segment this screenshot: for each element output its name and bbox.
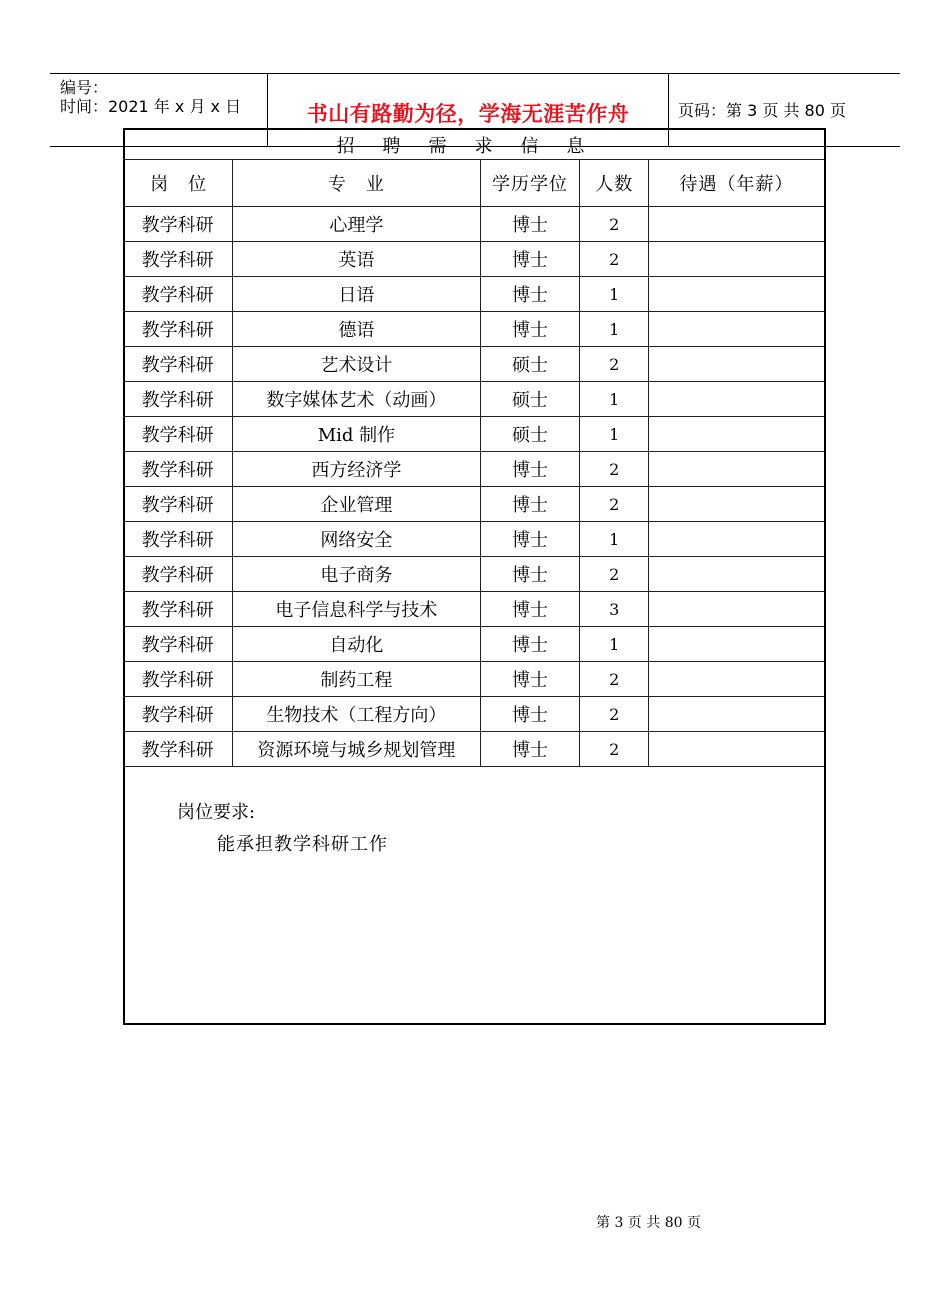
cell-position: 教学科研 bbox=[125, 312, 233, 347]
table-header-row bbox=[125, 160, 824, 207]
cell-major: 自动化 bbox=[233, 627, 481, 662]
table-row bbox=[125, 207, 824, 242]
requirements-title: 岗位要求: bbox=[177, 802, 256, 823]
cell-count: 2 bbox=[580, 242, 649, 277]
cell-degree: 博士 bbox=[480, 557, 580, 592]
cell-salary bbox=[649, 277, 824, 312]
table-row bbox=[125, 522, 824, 557]
cell-degree: 硕士 bbox=[480, 417, 580, 452]
cell-major: 电子商务 bbox=[233, 557, 481, 592]
column-header-salary: 待遇（年薪） bbox=[649, 160, 824, 207]
cell-count: 2 bbox=[580, 452, 649, 487]
table-body bbox=[125, 207, 824, 767]
cell-salary bbox=[649, 382, 824, 417]
cell-major: 企业管理 bbox=[233, 487, 481, 522]
table-row bbox=[125, 732, 824, 767]
recruitment-table-frame bbox=[123, 128, 826, 1025]
cell-count: 2 bbox=[580, 697, 649, 732]
cell-salary bbox=[649, 452, 824, 487]
cell-position: 教学科研 bbox=[125, 627, 233, 662]
requirements-body: 能承担教学科研工作 bbox=[217, 834, 388, 855]
cell-salary bbox=[649, 242, 824, 277]
cell-position: 教学科研 bbox=[125, 382, 233, 417]
table-row bbox=[125, 417, 824, 452]
cell-salary bbox=[649, 557, 824, 592]
cell-major: 电子信息科学与技术 bbox=[233, 592, 481, 627]
cell-count: 1 bbox=[580, 522, 649, 557]
cell-degree: 博士 bbox=[480, 592, 580, 627]
table-title: 招聘需求信息 bbox=[125, 130, 824, 160]
cell-count: 2 bbox=[580, 487, 649, 522]
cell-salary bbox=[649, 487, 824, 522]
cell-position: 教学科研 bbox=[125, 732, 233, 767]
cell-salary bbox=[649, 732, 824, 767]
table-row bbox=[125, 242, 824, 277]
cell-degree: 博士 bbox=[480, 452, 580, 487]
cell-salary bbox=[649, 207, 824, 242]
table-row bbox=[125, 347, 824, 382]
cell-position: 教学科研 bbox=[125, 592, 233, 627]
table-row bbox=[125, 312, 824, 347]
cell-salary bbox=[649, 312, 824, 347]
cell-count: 2 bbox=[580, 662, 649, 697]
cell-position: 教学科研 bbox=[125, 522, 233, 557]
cell-position: 教学科研 bbox=[125, 242, 233, 277]
table-row bbox=[125, 557, 824, 592]
cell-major: 日语 bbox=[233, 277, 481, 312]
cell-count: 1 bbox=[580, 382, 649, 417]
cell-position: 教学科研 bbox=[125, 452, 233, 487]
table-row bbox=[125, 592, 824, 627]
cell-degree: 博士 bbox=[480, 732, 580, 767]
motto-text: 书山有路勤为径，学海无涯苦作舟 bbox=[306, 102, 630, 126]
cell-degree: 博士 bbox=[480, 207, 580, 242]
cell-position: 教学科研 bbox=[125, 487, 233, 522]
cell-salary bbox=[649, 592, 824, 627]
cell-major: 数字媒体艺术（动画） bbox=[233, 382, 481, 417]
cell-major: 生物技术（工程方向） bbox=[233, 697, 481, 732]
page-label: 页码：第 3 页 共 80 页 bbox=[678, 101, 846, 120]
cell-position: 教学科研 bbox=[125, 277, 233, 312]
cell-salary bbox=[649, 627, 824, 662]
table-row bbox=[125, 487, 824, 522]
table-row bbox=[125, 627, 824, 662]
table-row bbox=[125, 452, 824, 487]
cell-count: 2 bbox=[580, 732, 649, 767]
cell-count: 1 bbox=[580, 277, 649, 312]
column-header-major: 专 业 bbox=[233, 160, 481, 207]
cell-position: 教学科研 bbox=[125, 697, 233, 732]
cell-count: 1 bbox=[580, 312, 649, 347]
table-row bbox=[125, 382, 824, 417]
cell-major: 资源环境与城乡规划管理 bbox=[233, 732, 481, 767]
cell-degree: 博士 bbox=[480, 242, 580, 277]
cell-degree: 博士 bbox=[480, 697, 580, 732]
column-header-position: 岗 位 bbox=[125, 160, 233, 207]
cell-degree: 博士 bbox=[480, 627, 580, 662]
header-top-rule bbox=[50, 73, 900, 74]
cell-position: 教学科研 bbox=[125, 347, 233, 382]
table-title-row bbox=[125, 130, 824, 160]
cell-salary bbox=[649, 662, 824, 697]
table-row bbox=[125, 277, 824, 312]
cell-position: 教学科研 bbox=[125, 557, 233, 592]
cell-count: 1 bbox=[580, 417, 649, 452]
cell-degree: 硕士 bbox=[480, 347, 580, 382]
cell-major: 制药工程 bbox=[233, 662, 481, 697]
cell-count: 2 bbox=[580, 207, 649, 242]
cell-position: 教学科研 bbox=[125, 207, 233, 242]
cell-salary bbox=[649, 522, 824, 557]
cell-salary bbox=[649, 417, 824, 452]
recruitment-table bbox=[125, 130, 824, 767]
page-footer: 第 3 页 共 80 页 bbox=[596, 1215, 701, 1231]
column-header-count: 人数 bbox=[580, 160, 649, 207]
cell-degree: 博士 bbox=[480, 312, 580, 347]
cell-major: 心理学 bbox=[233, 207, 481, 242]
cell-position: 教学科研 bbox=[125, 662, 233, 697]
cell-position: 教学科研 bbox=[125, 417, 233, 452]
cell-count: 2 bbox=[580, 347, 649, 382]
serial-label: 编号： bbox=[60, 78, 109, 97]
cell-degree: 博士 bbox=[480, 277, 580, 312]
cell-salary bbox=[649, 697, 824, 732]
cell-count: 2 bbox=[580, 557, 649, 592]
cell-degree: 博士 bbox=[480, 522, 580, 557]
time-label: 时间：2021 年 x 月 x 日 bbox=[60, 97, 242, 116]
cell-major: 艺术设计 bbox=[233, 347, 481, 382]
cell-major: 西方经济学 bbox=[233, 452, 481, 487]
cell-salary bbox=[649, 347, 824, 382]
cell-major: 英语 bbox=[233, 242, 481, 277]
cell-degree: 博士 bbox=[480, 662, 580, 697]
table-row bbox=[125, 662, 824, 697]
table-row bbox=[125, 697, 824, 732]
cell-major: 德语 bbox=[233, 312, 481, 347]
cell-count: 3 bbox=[580, 592, 649, 627]
cell-degree: 博士 bbox=[480, 487, 580, 522]
column-header-degree: 学历学位 bbox=[480, 160, 580, 207]
cell-degree: 硕士 bbox=[480, 382, 580, 417]
cell-count: 1 bbox=[580, 627, 649, 662]
cell-major: 网络安全 bbox=[233, 522, 481, 557]
cell-major: Mid 制作 bbox=[233, 417, 481, 452]
